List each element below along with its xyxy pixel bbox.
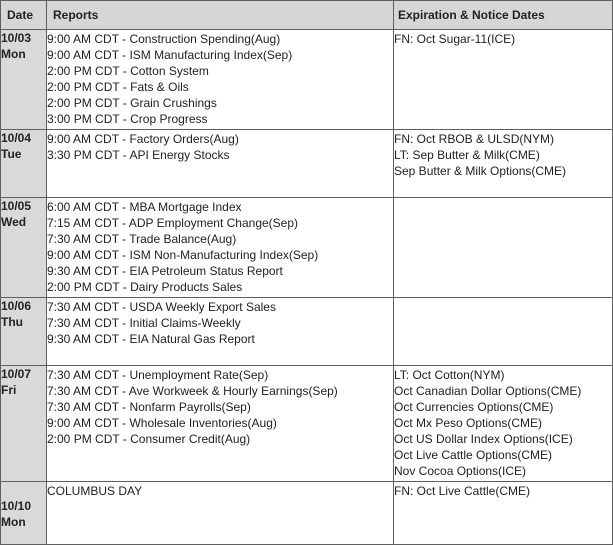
weekday-label: Thu (1, 315, 23, 329)
day-row (1, 298, 613, 366)
reports-cell (47, 30, 394, 130)
expiration-cell (394, 482, 613, 545)
report-item: 7:30 AM CDT - Unemployment Rate(Sep) (47, 368, 269, 382)
report-item: 7:30 AM CDT - Ave Workweek & Hourly Earnings(Sep) (47, 384, 338, 398)
expiration-item: Oct US Dollar Index Options(ICE) (394, 432, 573, 446)
expiration-item: Oct Mx Peso Options(CME) (394, 416, 543, 430)
report-item: 2:00 PM CDT - Grain Crushings (47, 96, 217, 110)
expiration-item: Oct Currencies Options(CME) (394, 400, 554, 414)
expiration-item: FN: Oct Sugar-11(ICE) (394, 32, 516, 46)
report-item: 9:00 AM CDT - Construction Spending(Aug) (47, 32, 281, 46)
header-expiration: Expiration & Notice Dates (394, 1, 613, 30)
expiration-cell (394, 298, 613, 366)
weekday-label: Mon (1, 47, 26, 61)
expiration-cell (394, 30, 613, 130)
expiration-cell (394, 366, 613, 482)
report-item: 7:30 AM CDT - Nonfarm Payrolls(Sep) (47, 400, 251, 414)
weekday-label: Tue (1, 147, 22, 161)
calendar-body (1, 30, 613, 545)
report-item: 7:30 AM CDT - Initial Claims-Weekly (47, 316, 241, 330)
date-cell (1, 130, 47, 198)
report-item: 9:00 AM CDT - Factory Orders(Aug) (47, 132, 239, 146)
expiration-item: Oct Live Cattle Options(CME) (394, 448, 553, 462)
date-cell (1, 482, 47, 545)
day-row (1, 130, 613, 198)
weekday-label: Fri (1, 383, 17, 397)
date-label: 10/04 (1, 131, 32, 145)
report-item: 2:00 PM CDT - Consumer Credit(Aug) (47, 432, 251, 446)
expiration-item: Nov Cocoa Options(ICE) (394, 464, 527, 478)
report-item: 9:00 AM CDT - Wholesale Inventories(Aug) (47, 416, 277, 430)
date-cell (1, 30, 47, 130)
reports-cell (47, 366, 394, 482)
expiration-item: Oct Canadian Dollar Options(CME) (394, 384, 582, 398)
report-item: 7:30 AM CDT - USDA Weekly Export Sales (47, 300, 276, 314)
expiration-item: LT: Sep Butter & Milk(CME) (394, 148, 540, 162)
reports-cell (47, 130, 394, 198)
expiration-item: FN: Oct RBOB & ULSD(NYM) (394, 132, 555, 146)
expiration-cell (394, 198, 613, 298)
date-cell (1, 298, 47, 366)
day-row (1, 30, 613, 130)
date-cell (1, 366, 47, 482)
date-label: 10/06 (1, 299, 32, 313)
report-item: 2:00 PM CDT - Dairy Products Sales (47, 280, 243, 294)
date-label: 10/03 (1, 31, 32, 45)
date-label: 10/05 (1, 199, 32, 213)
reports-cell (47, 482, 394, 545)
report-item: 2:00 PM CDT - Fats & Oils (47, 80, 189, 94)
day-row (1, 482, 613, 545)
report-item: 3:00 PM CDT - Crop Progress (47, 112, 208, 126)
report-item: 9:30 AM CDT - EIA Natural Gas Report (47, 332, 255, 346)
day-row (1, 198, 613, 298)
weekday-label: Wed (1, 215, 27, 229)
report-item: 9:00 AM CDT - ISM Non-Manufacturing Index(Sep) (47, 248, 319, 262)
header-reports: Reports (47, 1, 394, 30)
report-item: COLUMBUS DAY (47, 484, 143, 498)
report-item: 7:15 AM CDT - ADP Employment Change(Sep) (47, 216, 299, 230)
date-label: 10/07 (1, 367, 32, 381)
reports-cell (47, 298, 394, 366)
expiration-item: Sep Butter & Milk Options(CME) (394, 164, 567, 178)
report-item: 3:30 PM CDT - API Energy Stocks (47, 148, 230, 162)
header-date: Date (1, 1, 47, 30)
expiration-item: FN: Oct Live Cattle(CME) (394, 484, 531, 498)
report-item: 2:00 PM CDT - Cotton System (47, 64, 209, 78)
report-item: 6:00 AM CDT - MBA Mortgage Index (47, 200, 242, 214)
report-item: 7:30 AM CDT - Trade Balance(Aug) (47, 232, 237, 246)
report-item: 9:30 AM CDT - EIA Petroleum Status Report (47, 264, 283, 278)
reports-cell (47, 198, 394, 298)
date-label: 10/10 (1, 499, 32, 513)
header-row (1, 1, 613, 30)
expiration-cell (394, 130, 613, 198)
date-cell (1, 198, 47, 298)
report-item: 9:00 AM CDT - ISM Manufacturing Index(Sep) (47, 48, 293, 62)
expiration-item: LT: Oct Cotton(NYM) (394, 368, 505, 382)
weekday-label: Mon (1, 515, 26, 529)
day-row (1, 366, 613, 482)
